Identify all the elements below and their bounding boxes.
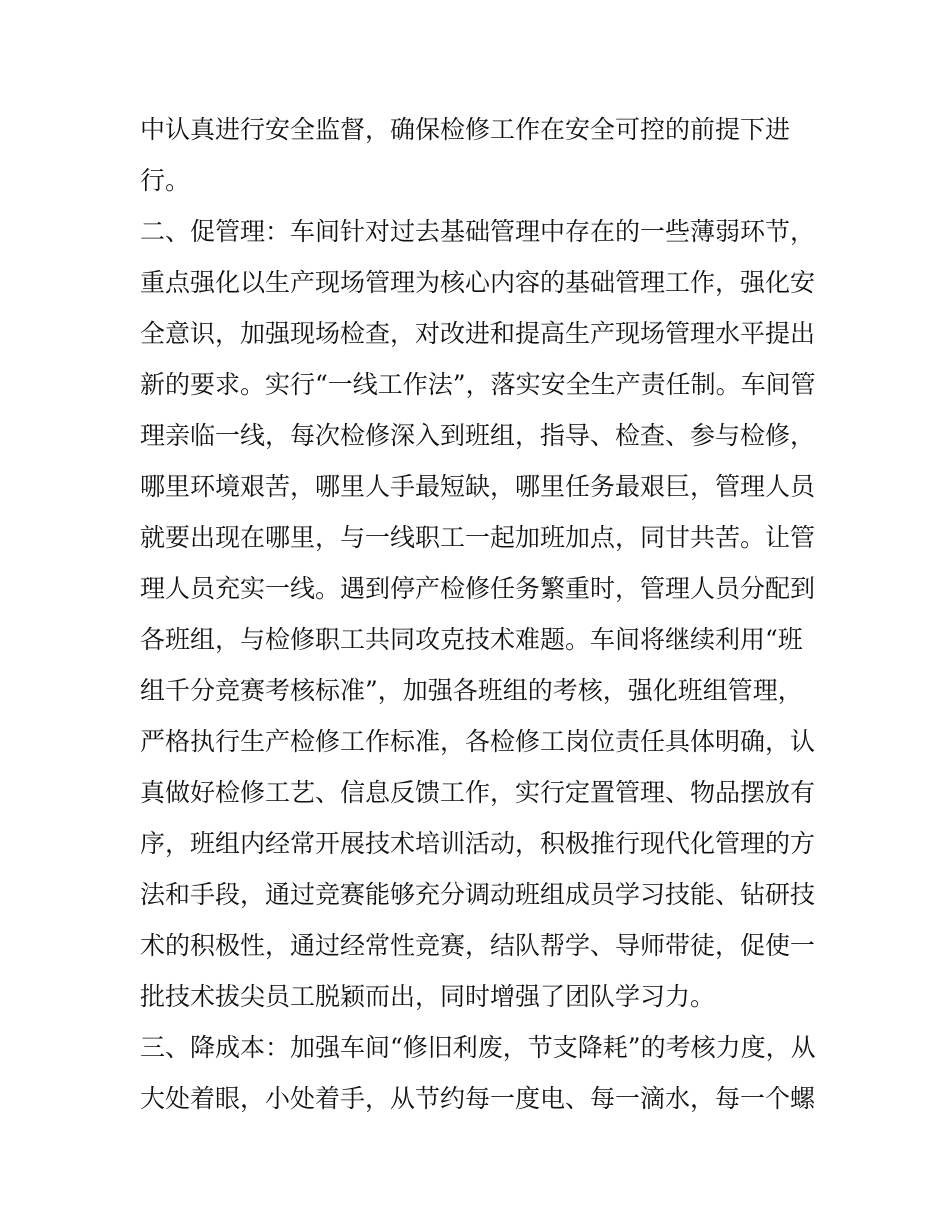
text-line: 术的积极性，通过经常性竞赛，结队帮学、导师带徒，促使一: [140, 931, 816, 960]
text-line: 组千分竞赛考核标准”，加强各班组的考核，强化班组管理，: [140, 676, 803, 705]
text-line: 严格执行生产检修工作标准，各检修工岗位责任具体明确，认: [140, 727, 816, 756]
text-line: 新的要求。实行“一线工作法”，落实安全生产责任制。车间管: [140, 370, 816, 399]
text-line: 三、降成本：加强车间“修旧利废，节支降耗”的考核力度，从: [140, 1033, 816, 1062]
text-line: 二、促管理：车间针对过去基础管理中存在的一些薄弱环节，: [140, 217, 816, 246]
text-line: 中认真进行安全监督，确保检修工作在安全可控的前提下进: [140, 115, 791, 144]
text-line: 重点强化以生产现场管理为核心内容的基础管理工作，强化安: [140, 268, 816, 297]
text-line: 法和手段，通过竞赛能够充分调动班组成员学习技能、钻研技: [140, 880, 816, 909]
text-line: 行。: [140, 166, 191, 195]
text-line: 理亲临一线，每次检修深入到班组，指导、检查、参与检修，: [140, 421, 816, 450]
text-line: 理人员充实一线。遇到停产检修任务繁重时，管理人员分配到: [140, 574, 816, 603]
text-line: 就要出现在哪里，与一线职工一起加班加点，同甘共苦。让管: [140, 523, 816, 552]
text-line: 序，班组内经常开展技术培训活动，积极推行现代化管理的方: [140, 829, 816, 858]
text-line: 各班组，与检修职工共同攻克技术难题。车间将继续利用“班: [140, 625, 803, 654]
text-line: 真做好检修工艺、信息反馈工作，实行定置管理、物品摆放有: [140, 778, 816, 807]
text-line: 全意识，加强现场检查，对改进和提高生产现场管理水平提出: [140, 319, 816, 348]
text-line: 批技术拔尖员工脱颖而出，同时增强了团队学习力。: [140, 982, 716, 1011]
text-line: 大处着眼，小处着手，从节约每一度电、每一滴水，每一个螺: [140, 1084, 816, 1113]
text-line: 哪里环境艰苦，哪里人手最短缺，哪里任务最艰巨，管理人员: [140, 472, 816, 501]
